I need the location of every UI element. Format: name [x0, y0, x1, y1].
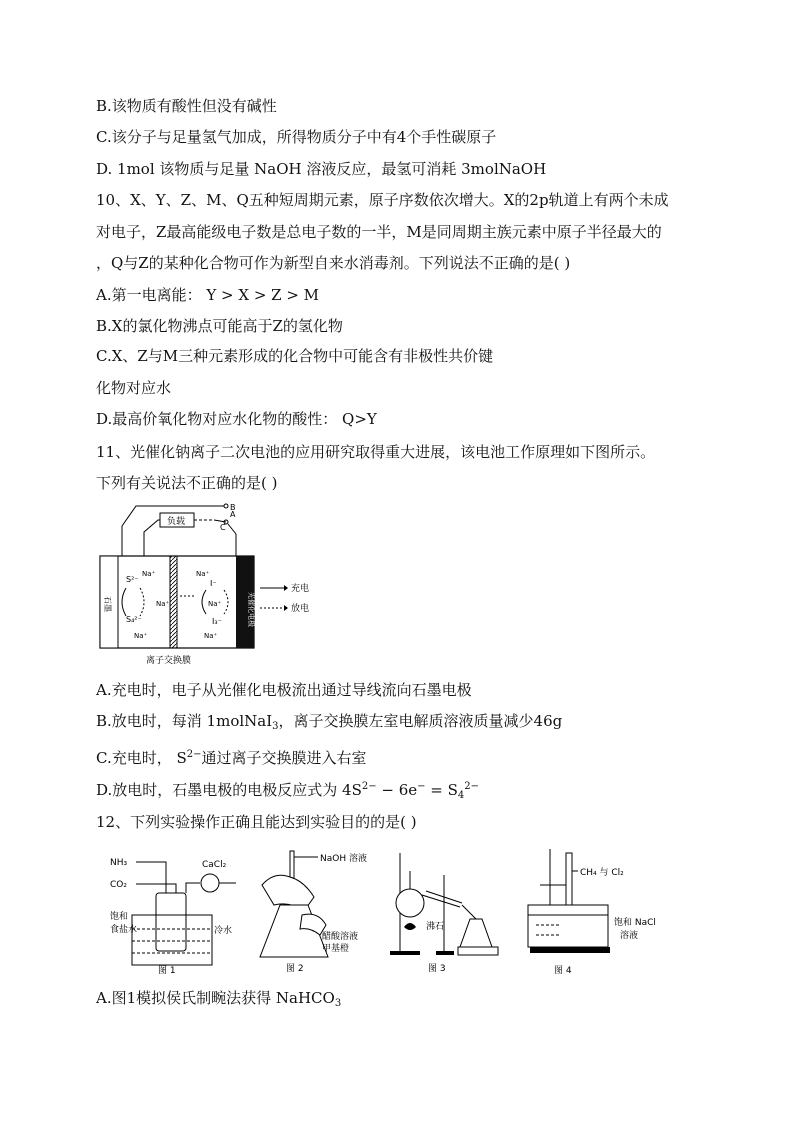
fig4-sat-2: 溶液 [620, 931, 639, 941]
fig4-caption: 图 4 [554, 966, 572, 976]
fig2-acid-1: 醋酸溶液 [322, 932, 359, 942]
figure-2 [260, 851, 367, 974]
fig4-sat-1: 饱和 NaCl [614, 918, 656, 928]
load-label: 负载 [167, 517, 186, 527]
fig1-caption: 图 1 [158, 966, 176, 976]
iodide-label: I⁻ [210, 579, 217, 588]
fig3-caption: 图 3 [428, 964, 446, 974]
q9-option-d: D. 1mol 该物质与足量 NaOH 溶液反应，最氢可消耗 3molNaOH [96, 160, 547, 178]
battery-diagram [96, 500, 336, 670]
fig1-brine-1: 饱和 [110, 912, 129, 922]
left-s2-label: S²⁻ [126, 575, 139, 584]
q11-stem-line1: 11、光催化钠离子二次电池的应用研究取得重大进展，该电池工作原理如下图所示。 [96, 443, 656, 461]
fig1-cold-water: 冷水 [214, 926, 233, 936]
q10-stray-text: 化物对应水 [96, 379, 172, 397]
figure-1 [110, 858, 236, 976]
q10-stem-line1: 10、X、Y、Z、M、Q五种短周期元素，原子序数依次增大。X的2p轨道上有两个未成 [96, 191, 669, 209]
fig2-naoh: NaOH 溶液 [320, 854, 367, 864]
figure-4 [528, 849, 656, 976]
fig1-cacl2: CaCl₂ [202, 860, 227, 870]
fig2-caption: 图 2 [286, 964, 304, 974]
q10-option-c: C.X、Z与M三种元素形成的化合物中可能含有非极性共价键 [96, 347, 494, 365]
fig1-brine-2: 食盐水 [110, 925, 138, 935]
fig1-co2: CO₂ [110, 880, 127, 890]
switch-c-label: C [220, 523, 226, 532]
right-na-mid: Na⁺ [208, 600, 222, 608]
q12-stem: 12、下列实验操作正确且能达到实验目的的是( ) [96, 813, 417, 831]
ion-exchange-membrane [170, 556, 177, 648]
switch-b-label: B [230, 503, 236, 512]
q11-option-d: D.放电时，石墨电极的电极反应式为 $4S^{2-} - 6e^- = S_4^{2-}$ [96, 781, 480, 801]
fig2-acid-2: 甲基橙 [322, 944, 350, 954]
q11-option-b: B.放电时，每消 1molNaI$_3$，离子交换膜左室电解质溶液质量减少46g [96, 712, 563, 732]
legend-discharge: 放电 [291, 604, 310, 614]
fig1-nh3: NH₃ [110, 858, 128, 868]
experiment-figures [110, 845, 670, 980]
q9-option-c: C.该分子与足量氢气加成，所得物质分子中有4个手性碳原子 [96, 128, 497, 146]
legend-charge: 充电 [291, 584, 310, 594]
membrane-caption: 离子交换膜 [146, 656, 192, 666]
figure-3 [390, 853, 498, 974]
left-na-mid: Na⁺ [156, 600, 170, 608]
q10-stem-line2: 对电子，Z最高能级电子数是总电子数的一半，M是同周期主族元素中原子半径最大的 [96, 223, 662, 241]
q11-stem-line2: 下列有关说法不正确的是( ) [96, 474, 278, 492]
q11-option-c: C.充电时， $S^{2-}$通过离子交换膜进入右室 [96, 749, 367, 767]
triiodide-label: I₃⁻ [212, 617, 222, 626]
left-na-bottom: Na⁺ [134, 632, 148, 640]
q10-option-b: B.X的氯化物沸点可能高于Z的氢化物 [96, 317, 343, 335]
switch-a-label: A [230, 510, 236, 519]
left-s4-label: S₄²⁻ [126, 615, 142, 624]
graphite-label: 石墨 [103, 596, 112, 612]
q10-option-d: D.最高价氧化物对应水化物的酸性： Q>Y [96, 410, 377, 428]
fig3-boiling-chips: 沸石 [426, 922, 445, 932]
q9-option-b: B.该物质有酸性但没有碱性 [96, 97, 277, 115]
right-na-bottom: Na⁺ [204, 632, 218, 640]
photo-electrode-label: 光催化电极 [247, 592, 255, 627]
q12-option-a: A.图1模拟侯氏制畹法获得 NaHCO$_3$ [96, 989, 342, 1009]
q10-stem-line3: ，Q与Z的某种化合物可作为新型自来水消毒剂。下列说法不正确的是( ) [96, 254, 571, 272]
q11-option-a: A.充电时，电子从光催化电极流出通过导线流向石墨电极 [96, 681, 472, 699]
fig4-gas: CH₄ 与 Cl₂ [580, 868, 624, 878]
q10-option-a: A.第一电离能： Y > X > Z > M [96, 286, 320, 304]
right-na-top: Na⁺ [196, 570, 210, 578]
left-na-top: Na⁺ [142, 570, 156, 578]
